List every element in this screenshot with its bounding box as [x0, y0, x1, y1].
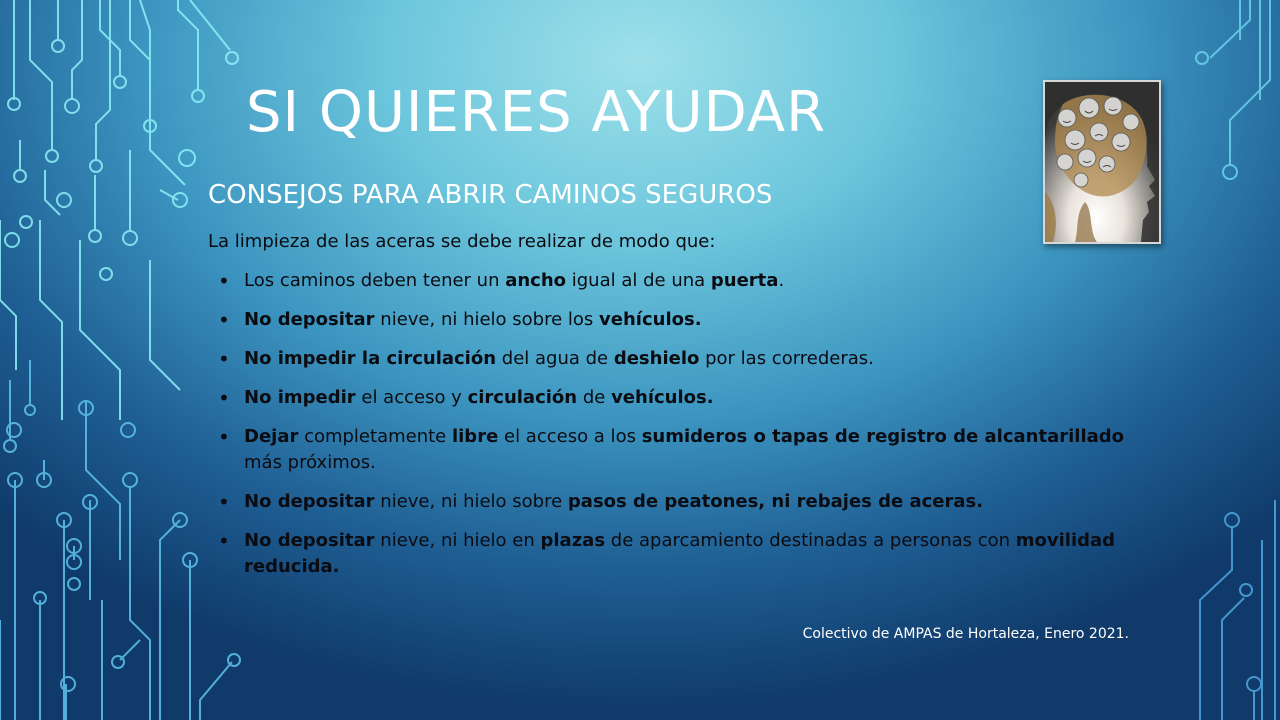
bullet-text: el acceso a los	[498, 426, 642, 447]
bullet-text: igual al de una	[566, 270, 711, 291]
bullet-item	[218, 424, 1138, 476]
slide-title: SI QUIERES AYUDAR	[246, 80, 826, 145]
bullet-bold-text: No depositar	[244, 530, 375, 551]
bullet-item	[218, 528, 1138, 580]
bullet-bold-text: No impedir la circulación	[244, 348, 497, 369]
bullet-text: más próximos.	[244, 452, 376, 473]
bullet-item	[218, 489, 1138, 515]
bullet-text: nieve, ni hielo sobre	[374, 491, 568, 512]
bullet-bold-text: No depositar	[244, 309, 375, 330]
bullet-text: nieve, ni hielo sobre los	[374, 309, 600, 330]
bullet-bold-text: No impedir	[244, 387, 356, 408]
intro-text: La limpieza de las aceras se debe realizar de modo que:	[208, 231, 716, 252]
bullet-item	[218, 268, 1138, 294]
bullet-text: de	[577, 387, 612, 408]
bullet-bold-text: movilidad reducida.	[244, 530, 1116, 577]
bullet-item	[218, 385, 1138, 411]
bullet-bold-text: deshielo	[613, 348, 700, 369]
bullet-list	[218, 268, 1138, 593]
bullet-bold-text: circulación	[467, 387, 578, 408]
bullet-text: por las correderas.	[699, 348, 874, 369]
bullet-bold-text: pasos de peatones, ni rebajes de aceras.	[567, 491, 984, 512]
bullet-text: nieve, ni hielo en	[374, 530, 541, 551]
bullet-bold-text: vehículos.	[611, 387, 714, 408]
bullet-text: Los caminos deben tener un	[244, 270, 506, 291]
footer-credit: Colectivo de AMPAS de Hortaleza, Enero 2021.	[802, 626, 1129, 642]
bullet-bold-text: puerta	[710, 270, 779, 291]
bullet-bold-text: libre	[451, 426, 499, 447]
bullet-text: completamente	[298, 426, 452, 447]
bullet-bold-text: ancho	[505, 270, 567, 291]
slide-subtitle: CONSEJOS PARA ABRIR CAMINOS SEGUROS	[208, 180, 773, 210]
bullet-bold-text: plazas	[540, 530, 606, 551]
bullet-text: el acceso y	[355, 387, 468, 408]
bullet-text: .	[778, 270, 785, 291]
bullet-bold-text: vehículos.	[599, 309, 702, 330]
bullet-text: del agua de	[496, 348, 614, 369]
bullet-item	[218, 346, 1138, 372]
bullet-text: de aparcamiento destinadas a personas con	[605, 530, 1016, 551]
bullet-item	[218, 307, 1138, 333]
bullet-bold-text: No depositar	[244, 491, 375, 512]
bullet-bold-text: Dejar	[244, 426, 299, 447]
bullet-bold-text: sumideros o tapas de registro de alcantarillado	[641, 426, 1125, 447]
head-profile-emotions-image	[1043, 80, 1161, 244]
